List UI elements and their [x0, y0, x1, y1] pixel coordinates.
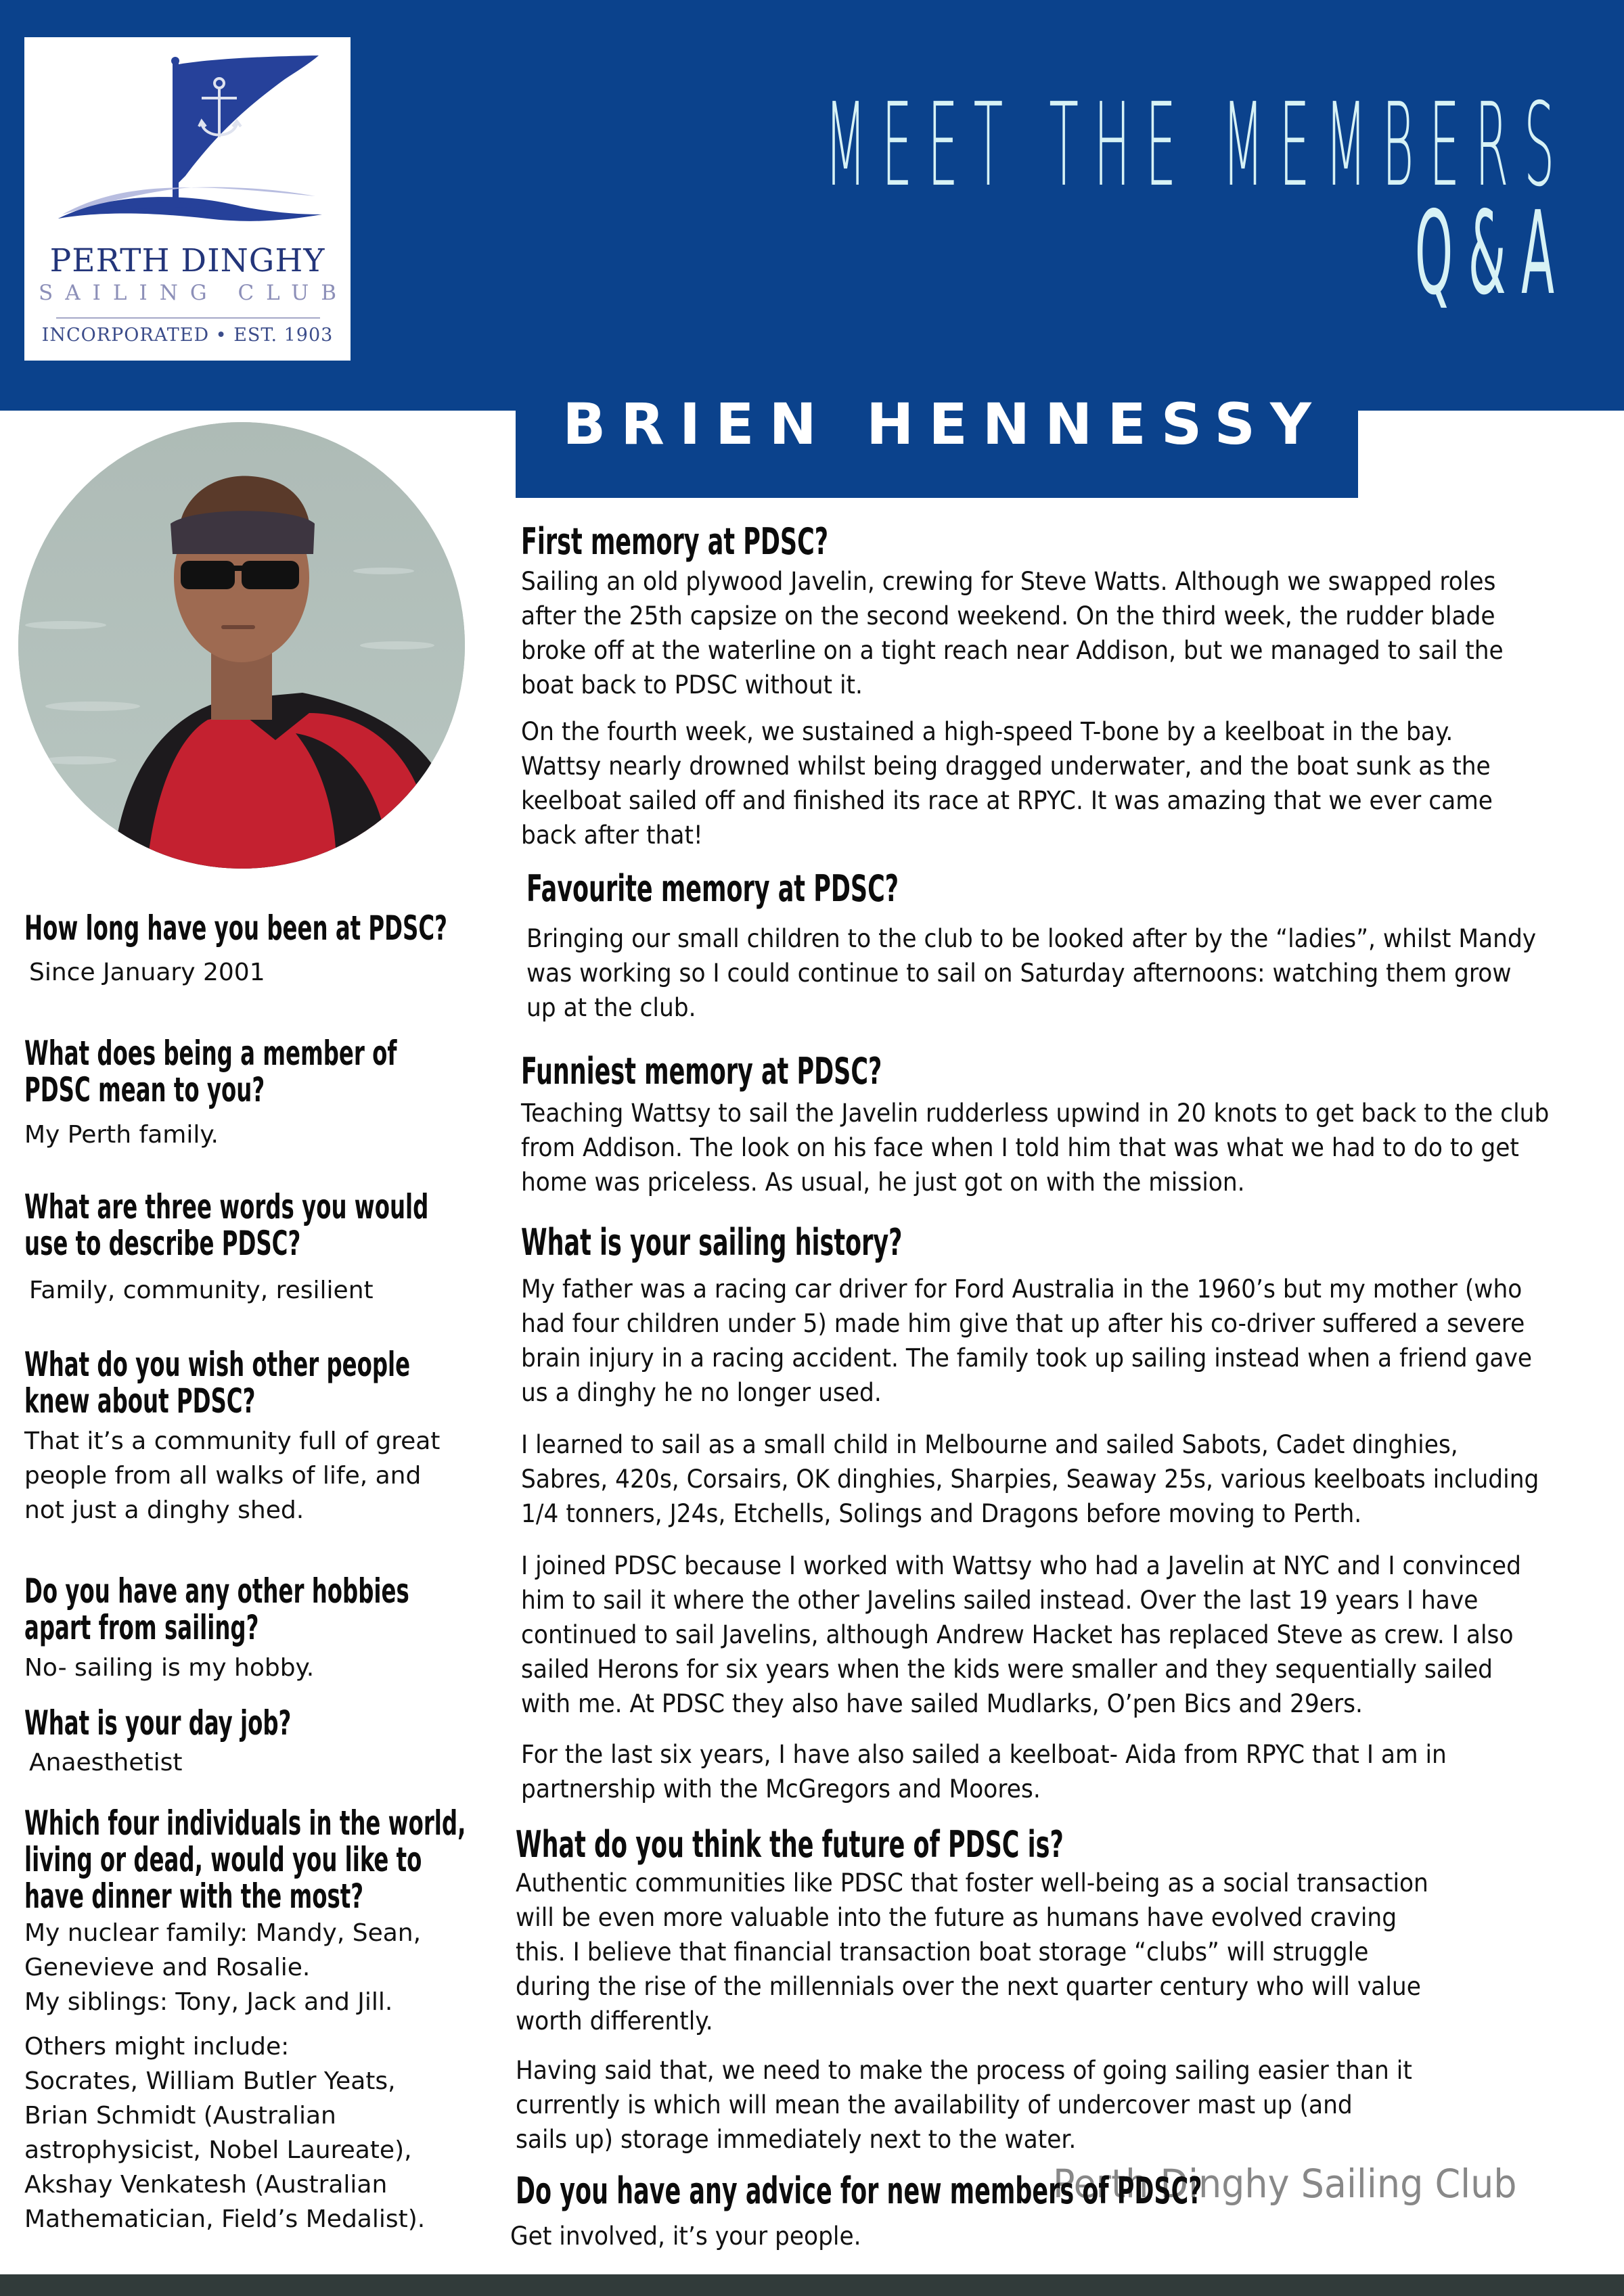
logo-established: INCORPORATED • EST. 1903	[41, 325, 334, 346]
answer-sailing-history-p2-line3: 1/4 tonners, J24s, Etchells, Solings and Dragons before moving to Perth.	[521, 1499, 1362, 1528]
answer-first-memory-p2-line1: On the fourth week, we sustained a high-speed T-bone by a keelboat in the bay.	[521, 717, 1453, 746]
answer-future-p1-line3: this. I believe that financial transaction boat storage “clubs” will struggle	[516, 1937, 1369, 1967]
question-membership-meaning-line2: PDSC mean to you?	[24, 1070, 265, 1109]
answer-sailing-history-p1-line4: us a dinghy he no longer used.	[521, 1378, 882, 1407]
answer-future-p1-line1: Authentic communities like PDSC that foster well-being as a social transaction	[516, 1868, 1428, 1898]
answer-dinner-others-line5: Akshay Venkatesh (Australian	[24, 2171, 388, 2199]
question-future: What do you think the future of PDSC is?	[516, 1823, 1064, 1866]
answer-funniest-memory-line1: Teaching Wattsy to sail the Javelin rudderless upwind in 20 knots to get back to the club	[521, 1099, 1550, 1128]
question-day-job: What is your day job?	[24, 1703, 292, 1743]
question-how-long: How long have you been at PDSC?	[24, 909, 447, 948]
answer-first-memory-p2-line3: keelboat sailed off and finished its race at RPYC. It was amazing that we ever came	[521, 786, 1493, 815]
answer-sailing-history-p4-line1: For the last six years, I have also sailed a keelboat- Aida from RPYC that I am in	[521, 1740, 1447, 1769]
question-wish-others-knew-line2: knew about PDSC?	[24, 1381, 256, 1421]
answer-funniest-memory-line3: home was priceless. As usual, he just got on with the mission.	[521, 1168, 1245, 1197]
question-sailing-history: What is your sailing history?	[521, 1221, 903, 1264]
answer-favourite-memory-line3: up at the club.	[526, 993, 696, 1022]
answer-sailing-history-p3-line1: I joined PDSC because I worked with Wattsy who had a Javelin at NYC and I convinced	[521, 1551, 1521, 1580]
answer-sailing-history-p1-line1: My father was a racing car driver for Ford Australia in the 1960’s but my mother (who	[521, 1275, 1522, 1304]
answer-sailing-history-p3-line4: sailed Herons for six years when the kids were smaller and they sequentially sailed	[521, 1655, 1493, 1684]
answer-wish-others-knew-line1: That it’s a community full of great	[24, 1427, 441, 1455]
answer-future-p2-line2: currently is which will mean the availability of undercover mast up (and	[516, 2090, 1353, 2119]
answer-hobbies: No- sailing is my hobby.	[24, 1654, 315, 1682]
answer-sailing-history-p3-line5: with me. At PDSC they also have sailed Mudlarks, O’pen Bics and 29ers.	[521, 1689, 1363, 1718]
member-name-banner	[516, 379, 1358, 498]
answer-first-memory-p1-line4: boat back to PDSC without it.	[521, 670, 863, 699]
footer-credit: Perth Dinghy Sailing Club	[1053, 2161, 1517, 2207]
answer-future-p1-line2: will be even more valuable into the future as humans have evolved craving	[516, 1903, 1397, 1932]
answer-how-long: Since January 2001	[29, 959, 265, 986]
question-hobbies-line2: apart from sailing?	[24, 1608, 259, 1647]
answer-wish-others-knew-line3: not just a dinghy shed.	[24, 1496, 304, 1524]
page-subtitle: Q&A	[1415, 187, 1570, 321]
answer-wish-others-knew-line2: people from all walks of life, and	[24, 1462, 422, 1490]
logo-club-name: PERTH DINGHY	[49, 242, 325, 279]
question-three-words-line2: use to describe PDSC?	[24, 1224, 301, 1263]
answer-future-p2-line3: sails up) storage immediately next to the water.	[516, 2125, 1077, 2154]
answer-dinner-others-line2: Socrates, William Butler Yeats,	[24, 2067, 396, 2095]
logo-divider	[56, 317, 320, 319]
question-first-memory: First memory at PDSC?	[521, 520, 829, 563]
answer-first-memory-p1-line3: broke off at the waterline on a tight reach near Addison, but we managed to sail the	[521, 636, 1504, 665]
answer-future-p1-line5: worth differently.	[516, 2006, 713, 2036]
question-advice: Do you have any advice for new members of PDSC?	[516, 2169, 1202, 2212]
answer-dinner-family-line3: My siblings: Tony, Jack and Jill.	[24, 1988, 393, 2016]
logo-club-subtitle: SAILING CLUB	[39, 281, 348, 305]
answer-first-memory-p1-line1: Sailing an old plywood Javelin, crewing for Steve Watts. Although we swapped roles	[521, 567, 1496, 596]
answer-sailing-history-p1-line2: had four children under 5) made him give that up after his co-driver suffered a severe	[521, 1309, 1525, 1338]
member-photo	[18, 422, 465, 869]
answer-first-memory-p2-line2: Wattsy nearly drowned whilst being dragged underwater, and the boat sunk as the	[521, 752, 1491, 781]
question-funniest-memory: Funniest memory at PDSC?	[521, 1050, 882, 1093]
answer-dinner-others-line6: Mathematician, Field’s Medalist).	[24, 2205, 426, 2233]
club-logo	[24, 37, 351, 361]
question-dinner-guests-line1: Which four individuals in the world,	[24, 1804, 466, 1843]
answer-sailing-history-p3-line2: him to sail it where the other Javelins sailed instead. Over the last 19 years I have	[521, 1586, 1479, 1615]
footer-bar	[0, 2274, 1624, 2296]
answer-first-memory-p1-line2: after the 25th capsize on the second weekend. On the third week, the rudder blade	[521, 601, 1495, 630]
answer-future-p2-line1: Having said that, we need to make the process of going sailing easier than it	[516, 2056, 1412, 2085]
answer-first-memory-p2-line4: back after that!	[521, 821, 703, 850]
page-title: MEET THE MEMBERS	[824, 78, 1570, 212]
answer-dinner-family-line1: My nuclear family: Mandy, Sean,	[24, 1919, 422, 1947]
answer-sailing-history-p4-line2: partnership with the McGregors and Moores.	[521, 1774, 1041, 1804]
answer-membership-meaning: My Perth family.	[24, 1121, 219, 1149]
answer-funniest-memory-line2: from Addison. The look on his face when I told him that was what we had to do to get	[521, 1133, 1519, 1162]
answer-future-p1-line4: during the rise of the millennials over the next quarter century who will value	[516, 1972, 1421, 2001]
answer-favourite-memory-line1: Bringing our small children to the club to be looked after by the “ladies”, whilst Mandy	[526, 924, 1537, 953]
question-dinner-guests-line3: have dinner with the most?	[24, 1877, 364, 1916]
answer-three-words: Family, community, resilient	[29, 1277, 374, 1304]
question-hobbies-line1: Do you have any other hobbies	[24, 1571, 409, 1611]
answer-sailing-history-p2-line2: Sabres, 420s, Corsairs, OK dinghies, Sharpies, Seaway 25s, various keelboats including	[521, 1465, 1539, 1494]
question-three-words-line1: What are three words you would	[24, 1187, 429, 1226]
question-wish-others-knew-line1: What do you wish other people	[24, 1345, 411, 1384]
anchor-flag-icon	[24, 37, 351, 240]
answer-sailing-history-p1-line3: brain injury in a racing accident. The family took up sailing instead when a friend gave	[521, 1344, 1533, 1373]
answer-dinner-family-line2: Genevieve and Rosalie.	[24, 1954, 311, 1981]
person-portrait-icon	[18, 422, 465, 869]
question-favourite-memory: Favourite memory at PDSC?	[526, 867, 899, 910]
answer-dinner-others-line4: astrophysicist, Nobel Laureate),	[24, 2136, 412, 2164]
answer-day-job: Anaesthetist	[29, 1749, 183, 1776]
answer-dinner-others-line3: Brian Schmidt (Australian	[24, 2102, 336, 2130]
question-dinner-guests-line2: living or dead, would you like to	[24, 1840, 422, 1879]
answer-sailing-history-p3-line3: continued to sail Javelins, although Andrew Hacket has replaced Steve as crew. I also	[521, 1620, 1514, 1649]
member-name: BRIEN HENNESSY	[562, 391, 1326, 457]
answer-favourite-memory-line2: was working so I could continue to sail on Saturday afternoons: watching them grow	[526, 959, 1512, 988]
question-membership-meaning-line1: What does being a member of	[24, 1034, 397, 1073]
answer-sailing-history-p2-line1: I learned to sail as a small child in Melbourne and sailed Sabots, Cadet dinghies,	[521, 1430, 1458, 1459]
answer-dinner-others-line1: Others might include:	[24, 2033, 290, 2061]
answer-advice: Get involved, it’s your people.	[510, 2222, 861, 2251]
